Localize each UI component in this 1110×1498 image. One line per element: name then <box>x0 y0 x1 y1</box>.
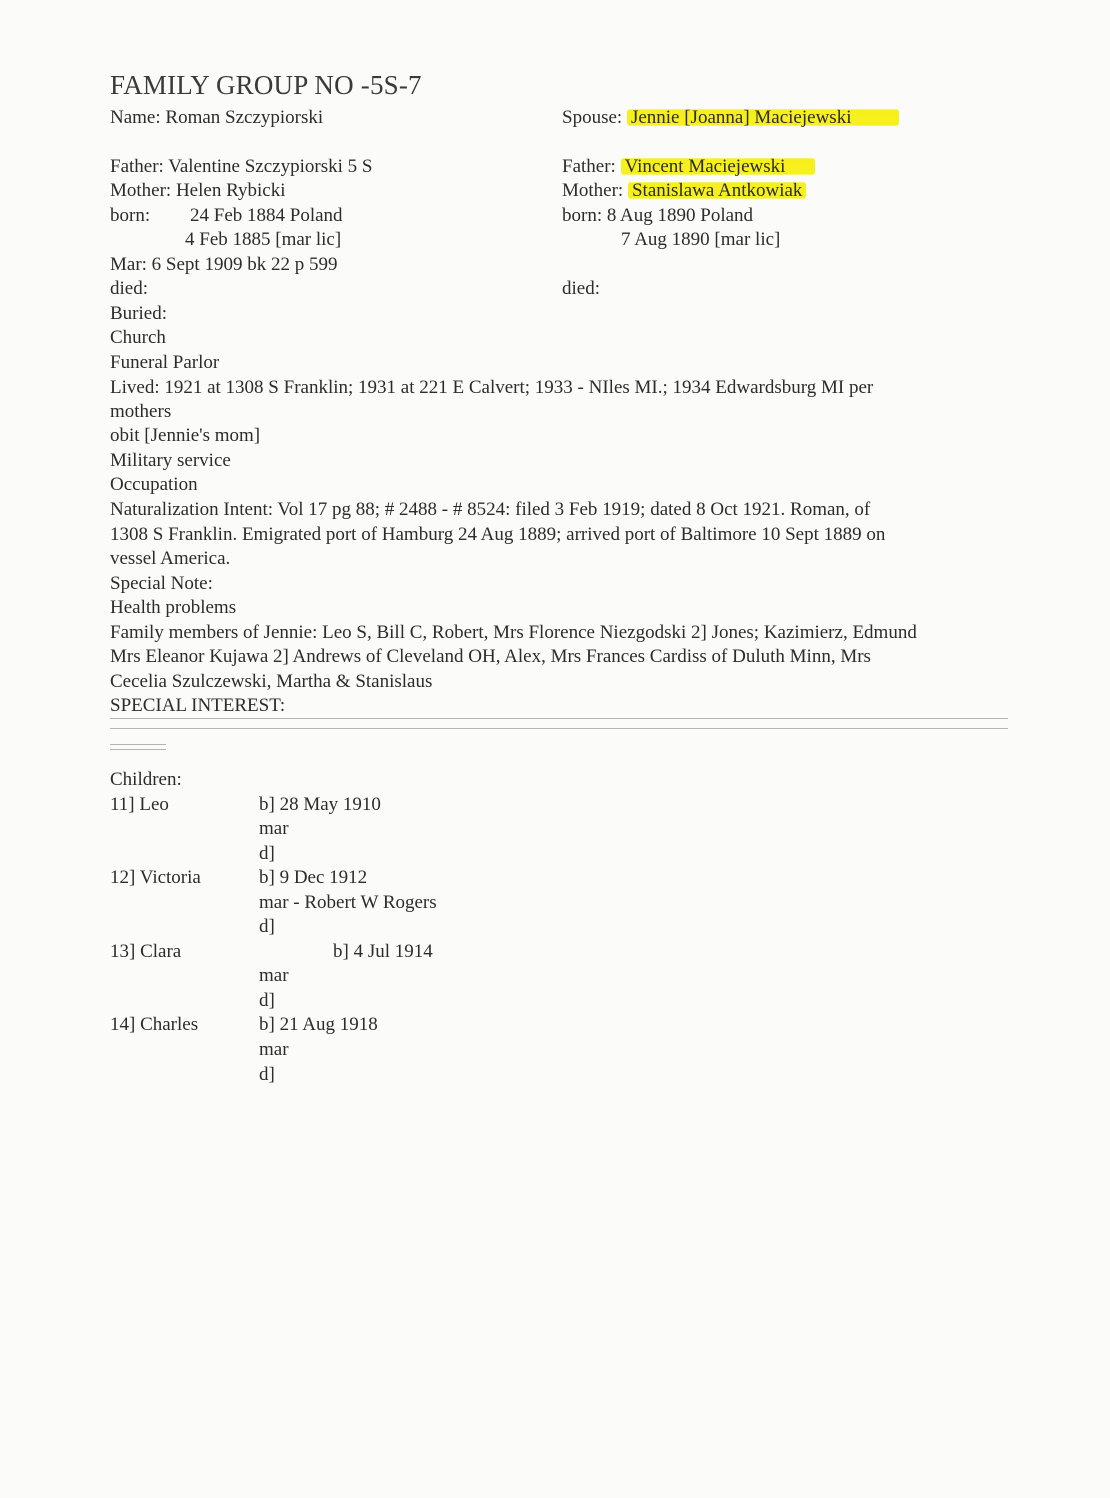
child-died: d] <box>259 990 275 1011</box>
child-died: d] <box>259 916 275 937</box>
family-members-line-2: Mrs Eleanor Kujawa 2] Andrews of Cleveland OH, Alex, Mrs Frances Cardiss of Duluth Minn, Mrs <box>110 646 871 667</box>
child-marriage: mar - Robert W Rogers <box>259 892 437 913</box>
wife-father <box>562 155 815 179</box>
husband-father: Father: Valentine Szczypiorski 5 S <box>110 156 373 177</box>
spouse-name-highlighted: Jennie [Joanna] Maciejewski <box>627 107 900 128</box>
family-members-line-3: Cecelia Szulczewski, Martha & Stanislaus <box>110 671 433 692</box>
husband-funeral-parlor: Funeral Parlor <box>110 352 220 373</box>
child-born: b] 4 Jul 1914 <box>333 941 433 962</box>
husband-mother: Mother: Helen Rybicki <box>110 180 286 201</box>
special-interest: SPECIAL INTEREST: <box>110 695 286 716</box>
naturalization-line-2: 1308 S Franklin. Emigrated port of Hamburg 24 Aug 1889; arrived port of Baltimore 10 Sept 1889 on <box>110 524 886 545</box>
husband-born-1: 24 Feb 1884 Poland <box>190 205 343 226</box>
lived-line-1: Lived: 1921 at 1308 S Franklin; 1931 at 221 E Calvert; 1933 - NIles MI.; 1934 Edwardsburg MI per <box>110 377 874 398</box>
spouse-line <box>562 106 899 130</box>
lived-line-2: mothers <box>110 401 172 422</box>
naturalization-line-3: vessel America. <box>110 548 231 569</box>
wife-mother-label: Mother: <box>562 180 628 201</box>
wife-born-1: born: 8 Aug 1890 Poland <box>562 205 754 226</box>
wife-born-2: 7 Aug 1890 [mar lic] <box>621 229 781 250</box>
child-name: 14] Charles <box>110 1014 199 1035</box>
child-born: b] 21 Aug 1918 <box>259 1014 378 1035</box>
child-died: d] <box>259 1064 275 1085</box>
occupation: Occupation <box>110 474 198 495</box>
child-born: b] 28 May 1910 <box>259 794 381 815</box>
wife-mother-name-highlighted: Stanislawa Antkowiak <box>628 180 806 201</box>
naturalization-line-1: Naturalization Intent: Vol 17 pg 88; # 2488 - # 8524: filed 3 Feb 1919; dated 8 Oct 1921. Roman, of <box>110 499 871 520</box>
children-label: Children: <box>110 769 182 790</box>
wife-father-name-highlighted: Vincent Maciejewski <box>621 156 816 177</box>
child-name: 12] Victoria <box>110 867 201 888</box>
wife-died: died: <box>562 278 600 299</box>
section-divider <box>110 718 1008 729</box>
spouse-label: Spouse: <box>562 107 627 128</box>
page-title: FAMILY GROUP NO -5S-7 <box>110 70 422 100</box>
child-marriage: mar <box>259 1039 289 1060</box>
husband-buried: Buried: <box>110 303 167 324</box>
wife-father-label: Father: <box>562 156 621 177</box>
husband-born-label: born: <box>110 205 151 226</box>
child-died: d] <box>259 843 275 864</box>
child-name: 11] Leo <box>110 794 169 815</box>
husband-born-2: 4 Feb 1885 [mar lic] <box>185 229 342 250</box>
special-note: Special Note: <box>110 573 213 594</box>
husband-church: Church <box>110 327 166 348</box>
military-service: Military service <box>110 450 231 471</box>
child-name: 13] Clara <box>110 941 182 962</box>
health-problems: Health problems <box>110 597 237 618</box>
name-line: Name: Roman Szczypiorski <box>110 107 324 128</box>
child-marriage: mar <box>259 965 289 986</box>
child-marriage: mar <box>259 818 289 839</box>
section-divider-tail <box>110 744 166 750</box>
husband-marriage: Mar: 6 Sept 1909 bk 22 p 599 <box>110 254 338 275</box>
wife-mother <box>562 179 806 203</box>
lived-line-3: obit [Jennie's mom] <box>110 425 261 446</box>
child-born: b] 9 Dec 1912 <box>259 867 368 888</box>
husband-died: died: <box>110 278 148 299</box>
family-members-line-1: Family members of Jennie: Leo S, Bill C, Robert, Mrs Florence Niezgodski 2] Jones; Kazimierz, Edmund <box>110 622 917 643</box>
